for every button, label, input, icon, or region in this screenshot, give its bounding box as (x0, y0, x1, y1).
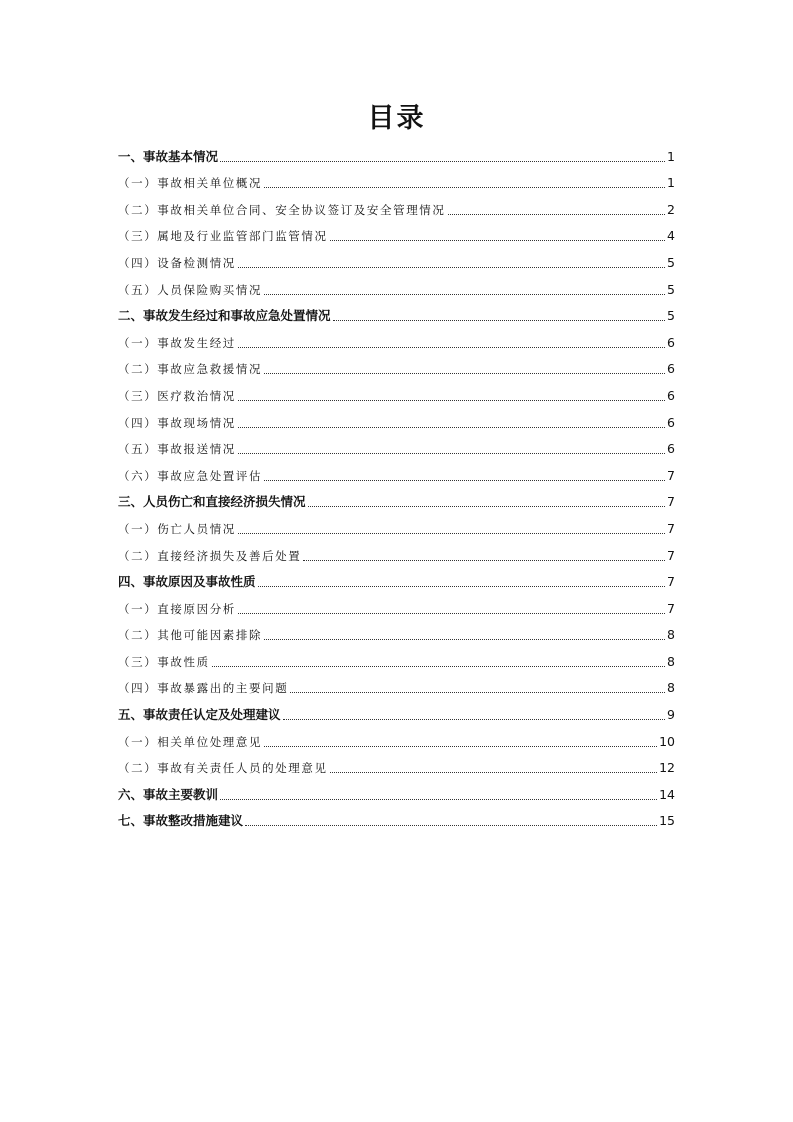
toc-entry-title: （一）直接原因分析 (118, 601, 236, 616)
toc-page-number: 6 (667, 441, 675, 457)
toc-subsection-entry[interactable] (118, 459, 675, 486)
toc-page-number: 1 (667, 148, 675, 164)
toc-dot-leader (283, 719, 666, 720)
toc-dot-leader (245, 825, 657, 826)
toc-dot-leader (333, 320, 666, 321)
toc-subsection-entry[interactable] (118, 619, 675, 646)
toc-page-number: 1 (667, 175, 675, 191)
toc-entry-title: （三）事故性质 (118, 654, 210, 669)
toc-dot-leader (238, 427, 665, 428)
toc-page-number: 7 (667, 494, 675, 510)
toc-entry-title: （二）其他可能因素排除 (118, 628, 263, 643)
toc-page-number: 7 (667, 600, 675, 616)
toc-entry-title: （二）事故应急救援情况 (118, 362, 263, 377)
toc-dot-leader (238, 400, 665, 401)
table-of-contents (118, 140, 675, 831)
toc-entry-title: （一）伤亡人员情况 (118, 521, 236, 536)
toc-entry-title: （一）相关单位处理意见 (118, 734, 263, 749)
toc-subsection-entry[interactable] (118, 193, 675, 220)
toc-dot-leader (303, 560, 665, 561)
toc-section-entry[interactable] (118, 778, 675, 805)
toc-subsection-entry[interactable] (118, 273, 675, 300)
toc-page-number: 6 (667, 361, 675, 377)
toc-page-number: 5 (667, 308, 675, 324)
toc-dot-leader (264, 639, 665, 640)
toc-page-number: 6 (667, 414, 675, 430)
toc-page-number: 5 (667, 254, 675, 270)
toc-dot-leader (220, 161, 665, 162)
toc-section-entry[interactable] (118, 140, 675, 167)
toc-dot-leader (330, 240, 665, 241)
toc-page-number: 14 (659, 786, 675, 802)
toc-dot-leader (264, 746, 657, 747)
toc-entry-title: 四、事故原因及事故性质 (118, 574, 256, 590)
toc-page-number: 10 (659, 733, 675, 749)
toc-page-number: 8 (667, 653, 675, 669)
toc-entry-title: 六、事故主要教训 (118, 786, 219, 802)
toc-page-number: 9 (667, 707, 675, 723)
toc-subsection-entry[interactable] (118, 433, 675, 460)
toc-subsection-entry[interactable] (118, 672, 675, 699)
toc-dot-leader (290, 692, 665, 693)
toc-section-entry[interactable] (118, 698, 675, 725)
toc-section-entry[interactable] (118, 300, 675, 327)
toc-page-number: 15 (659, 813, 675, 829)
toc-subsection-entry[interactable] (118, 539, 675, 566)
toc-entry-title: （四）设备检测情况 (118, 255, 236, 270)
toc-dot-leader (308, 506, 666, 507)
toc-entry-title: （五）事故报送情况 (118, 442, 236, 457)
toc-dot-leader (264, 373, 665, 374)
toc-subsection-entry[interactable] (118, 353, 675, 380)
toc-page-number: 6 (667, 387, 675, 403)
toc-section-entry[interactable] (118, 805, 675, 832)
toc-dot-leader (238, 533, 665, 534)
toc-entry-title: （一）事故相关单位概况 (118, 176, 263, 191)
toc-entry-title: （三）医疗救治情况 (118, 388, 236, 403)
toc-entry-title: （二）事故相关单位合同、安全协议签订及安全管理情况 (118, 202, 446, 217)
toc-page-number: 5 (667, 281, 675, 297)
toc-entry-title: 三、人员伤亡和直接经济损失情况 (118, 494, 306, 510)
toc-subsection-entry[interactable] (118, 752, 675, 779)
toc-dot-leader (220, 799, 657, 800)
toc-dot-leader (258, 586, 666, 587)
toc-page-number: 6 (667, 334, 675, 350)
toc-dot-leader (448, 214, 666, 215)
toc-entry-title: （四）事故暴露出的主要问题 (118, 681, 289, 696)
toc-dot-leader (330, 772, 657, 773)
toc-entry-title: 五、事故责任认定及处理建议 (118, 707, 281, 723)
toc-entry-title: （五）人员保险购买情况 (118, 282, 263, 297)
toc-entry-title: 七、事故整改措施建议 (118, 813, 244, 829)
toc-subsection-entry[interactable] (118, 406, 675, 433)
toc-subsection-entry[interactable] (118, 167, 675, 194)
toc-page-number: 8 (667, 627, 675, 643)
toc-dot-leader (264, 187, 665, 188)
toc-page-number: 8 (667, 680, 675, 696)
toc-entry-title: （一）事故发生经过 (118, 335, 236, 350)
toc-page-number: 7 (667, 574, 675, 590)
toc-page-number: 12 (659, 760, 675, 776)
toc-entry-title: 一、事故基本情况 (118, 148, 219, 164)
toc-subsection-entry[interactable] (118, 246, 675, 273)
toc-dot-leader (264, 294, 665, 295)
toc-page-number: 2 (667, 201, 675, 217)
toc-entry-title: （三）属地及行业监管部门监管情况 (118, 229, 328, 244)
toc-subsection-entry[interactable] (118, 379, 675, 406)
toc-section-entry[interactable] (118, 566, 675, 593)
toc-subsection-entry[interactable] (118, 645, 675, 672)
toc-subsection-entry[interactable] (118, 592, 675, 619)
toc-dot-leader (238, 613, 665, 614)
toc-entry-title: （六）事故应急处置评估 (118, 468, 263, 483)
toc-entry-title: （二）直接经济损失及善后处置 (118, 548, 302, 563)
page-title: 目录 (367, 103, 426, 134)
toc-page-number: 7 (667, 520, 675, 536)
toc-subsection-entry[interactable] (118, 220, 675, 247)
toc-subsection-entry[interactable] (118, 725, 675, 752)
toc-section-entry[interactable] (118, 486, 675, 513)
toc-dot-leader (212, 666, 665, 667)
toc-page-number: 7 (667, 467, 675, 483)
toc-dot-leader (238, 267, 665, 268)
toc-page-number: 7 (667, 547, 675, 563)
toc-dot-leader (238, 453, 665, 454)
toc-entry-title: （二）事故有关责任人员的处理意见 (118, 761, 328, 776)
toc-entry-title: （四）事故现场情况 (118, 415, 236, 430)
toc-page-number: 4 (667, 228, 675, 244)
toc-subsection-entry[interactable] (118, 326, 675, 353)
toc-entry-title: 二、事故发生经过和事故应急处置情况 (118, 308, 331, 324)
toc-dot-leader (238, 347, 665, 348)
toc-subsection-entry[interactable] (118, 512, 675, 539)
toc-dot-leader (264, 480, 665, 481)
